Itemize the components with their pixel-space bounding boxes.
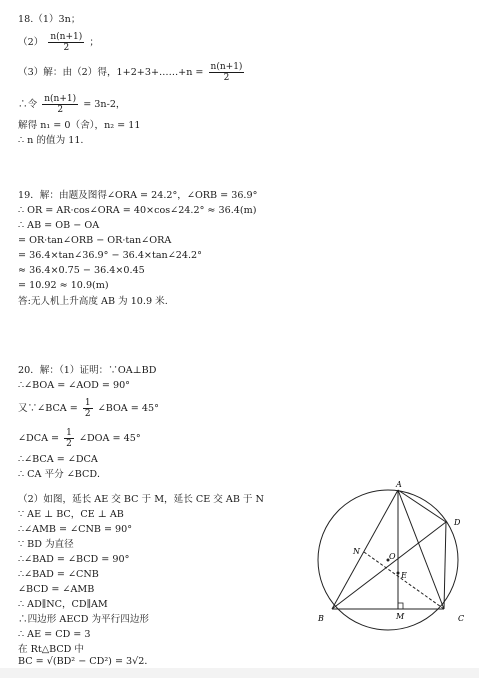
half-fraction (64, 428, 74, 449)
q19-line: ≈ 36.4×0.75 − 36.4×0.45 (18, 265, 145, 276)
fraction-numerator: n(n+1) (210, 62, 243, 72)
q20-angle-text: ∠BOA = 45° (97, 403, 159, 414)
segment-ad (398, 490, 446, 522)
q18-part2-suffix: ； (89, 37, 99, 48)
fraction-denominator: 2 (57, 105, 64, 115)
q20-given-text: 又∵∠BCA = (18, 403, 78, 414)
q20-line-2: ∴∠BOA = ∠AOD = 90° (18, 380, 130, 391)
q20-part2-line: ∴∠BAD = ∠BCD = 90° (18, 554, 130, 565)
label-d: D (454, 518, 461, 527)
fraction-numerator: n(n+1) (50, 32, 83, 42)
q20-part2-line: ∵ AE ⊥ BC，CE ⊥ AB (18, 509, 124, 520)
fraction-numerator: 1 (66, 428, 72, 438)
fraction-denominator: 2 (63, 43, 70, 53)
q20-part2-line: ∵ BD 为直径 (18, 539, 74, 550)
label-e: E (401, 571, 407, 580)
segment-bd (332, 522, 446, 609)
q18-part2-label: （2） (18, 37, 44, 48)
label-n: N (353, 547, 360, 556)
q18-line-5: 解得 n₁ = 0（舍），n₂ = 11 (18, 120, 141, 131)
q20-angle-dca: ∠DCA = (18, 433, 60, 444)
q18-equation-rhs: = 3n-2， (83, 99, 126, 110)
q19-line: = 10.92 ≈ 10.9(m) (18, 280, 109, 291)
q18-line-4 (18, 94, 126, 115)
q19-line: 19．解：由题及图得∠ORA = 24.2°，∠ORB = 36.9° (18, 190, 258, 201)
q20-part2-line: BC = √(BD² − CD²) = 3√2． (18, 656, 154, 667)
fraction-numerator: n(n+1) (44, 94, 77, 104)
label-m: M (396, 612, 405, 621)
q18-line-6: ∴ n 的值为 11. (18, 135, 84, 146)
q18-fraction (48, 32, 84, 53)
q20-part2-line: 在 Rt△BCD 中 (18, 644, 85, 655)
q19-answer: 答:无人机上升高度 AB 为 10.9 米. (18, 296, 168, 307)
label-b: B (318, 614, 324, 623)
segment-cn-dashed (364, 552, 444, 609)
q19-line: = OR·tan∠ORB − OR·tan∠ORA (18, 235, 172, 246)
q18-fraction (42, 94, 78, 115)
q20-line-5: ∴∠BCA = ∠DCA (18, 454, 98, 465)
q20-line-4 (18, 428, 141, 449)
q20-part2-line: ∠BCD = ∠AMB (18, 584, 95, 595)
fraction-denominator: 2 (84, 409, 91, 419)
fraction-denominator: 2 (223, 73, 230, 83)
q20-line-6: ∴ CA 平分 ∠BCD． (18, 469, 107, 480)
q18-line-1: 18.（1）3n； (18, 14, 81, 25)
q18-fraction (209, 62, 245, 83)
label-o: O (389, 552, 396, 561)
q20-part2-line: （2）如图，延长 AE 交 BC 于 M，延长 CE 交 AB 于 N (18, 494, 264, 505)
q20-part2-line: ∴ AE = CD = 3 (18, 629, 91, 640)
q20-part2-line: ∴∠BAD = ∠CNB (18, 569, 99, 580)
q18-line-2 (18, 32, 99, 53)
segment-ac (398, 490, 444, 609)
q18-line-3 (18, 62, 246, 83)
q20-angle-doa: ∠DOA = 45° (78, 433, 141, 444)
half-fraction (83, 398, 93, 419)
label-c: C (458, 614, 465, 623)
fraction-numerator: 1 (84, 398, 91, 408)
q20-part2-line: ∴四边形 AECD 为平行四边形 (18, 614, 150, 625)
q20-line-1: 20．解：（1）证明：∵OA⊥BD (18, 365, 157, 376)
q18-let-text: ∴令 (18, 99, 38, 110)
q20-part2-line: ∴ AD∥NC，CD∥AM (18, 599, 108, 610)
circle-geometry-figure (300, 478, 476, 634)
q18-part3-text: （3）解：由（2）得，1+2+3+……+n = (18, 67, 204, 78)
q20-part2-line: ∴∠AMB = ∠CNB = 90° (18, 524, 133, 535)
right-angle-mark-m (398, 603, 403, 609)
q19-line: ∴ OR = AR·cos∠ORA = 40×cos∠24.2° ≈ 36.4(m) (18, 205, 257, 216)
q19-line: ∴ AB = OB − OA (18, 220, 100, 231)
bottom-strip (0, 668, 479, 678)
point-e (397, 572, 400, 575)
q20-line-3 (18, 398, 159, 419)
label-a: A (396, 480, 402, 489)
q19-line: = 36.4×tan∠36.9° − 36.4×tan∠24.2° (18, 250, 202, 261)
fraction-denominator: 2 (66, 439, 72, 449)
segment-dc (444, 522, 446, 609)
